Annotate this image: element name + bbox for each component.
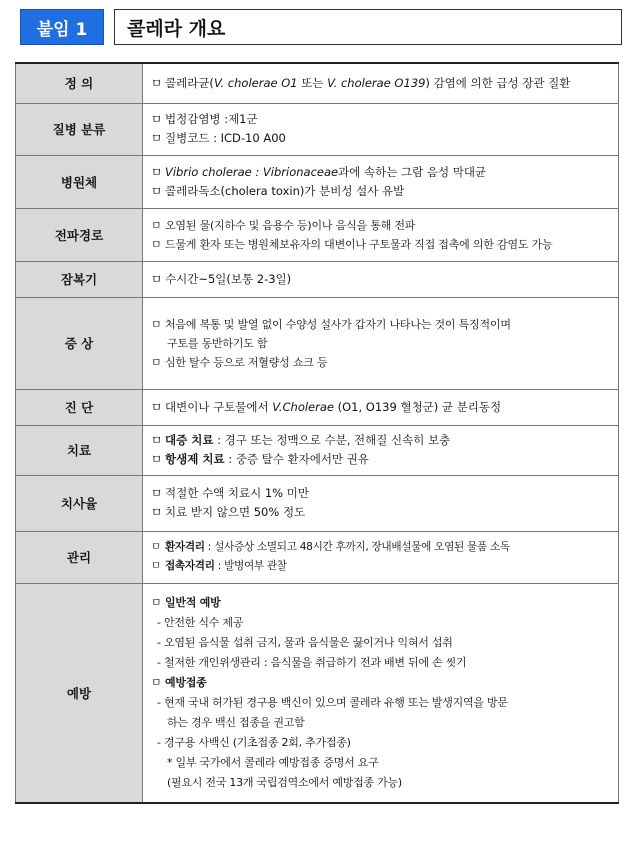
bullet-square-icon: ㅁ [151, 317, 162, 331]
list-item: - 안전한 식수 제공 [157, 615, 244, 629]
list-item-continuation: 구토를 동반하기도 함 [167, 336, 268, 350]
bullet-square-icon: ㅁ [151, 112, 163, 126]
row-content-prevention [143, 583, 619, 803]
bullet-square-icon: ㅁ [151, 433, 163, 447]
table-row-prevention [16, 583, 619, 803]
section-heading: 일반적 예방 [165, 595, 221, 609]
list-item [151, 673, 610, 693]
list-item-note: (필요시 전국 13개 국립검역소에서 예방접종 가능) [167, 775, 402, 789]
row-content-classification [143, 103, 619, 155]
bullet-square-icon: ㅁ [151, 560, 161, 572]
list-item: ㅁ 드물게 환자 또는 병원체보유자의 대변이나 구토물과 직접 접촉에 의한 감염도 가능 [151, 235, 610, 254]
list-item: ㅁ Vibrio cholerae : Vibrionaceae과에 속하는 그람 음성 막대균 [151, 163, 610, 182]
bullet-square-icon: ㅁ [151, 541, 161, 553]
table-row-definition [16, 63, 619, 103]
table-row-transmission [16, 208, 619, 261]
row-content-diagnosis [143, 389, 619, 425]
row-content-pathogen [143, 155, 619, 208]
row-label-management: 관리 [16, 531, 143, 583]
row-content-fatality [143, 475, 619, 531]
bullet-square-icon: ㅁ [151, 452, 163, 466]
list-item: - 오염된 음식물 섭취 금지, 물과 음식물은 끓이거나 익혀서 섭취 [157, 635, 453, 649]
row-content-treatment [143, 425, 619, 475]
table-row-fatality [16, 475, 619, 531]
row-label-transmission: 전파경로 [16, 208, 143, 261]
list-item: - 철저한 개인위생관리 : 음식물을 취급하기 전과 배변 뒤에 손 씻기 [157, 655, 467, 669]
row-content-definition [143, 63, 619, 103]
attachment-badge: 붙임 1 [20, 9, 104, 45]
list-item: ㅁ 항생제 치료 : 중증 탈수 환자에서만 권유 [151, 450, 610, 469]
row-content-incubation [143, 261, 619, 297]
list-item [151, 593, 610, 613]
bullet-square-icon: ㅁ [151, 505, 163, 519]
bullet-square-icon: ㅁ [151, 183, 163, 198]
bullet-square-icon: ㅁ [151, 595, 162, 609]
bullet-square-icon: ㅁ [151, 675, 162, 689]
list-item: ㅁ 콜레라독소(cholera toxin)가 분비성 설사 유발 [151, 182, 610, 201]
list-item: ㅁ 오염된 물(지하수 및 음용수 등)이나 음식을 통해 전파 [151, 216, 610, 235]
list-item: - 현재 국내 허가된 경구용 백신이 있으며 콜레라 유행 또는 발생지역을 방문 [157, 695, 508, 709]
page-title: 콜레라 개요 [114, 9, 622, 45]
list-item: ㅁ 처음에 복통 및 발열 없이 수양성 설사가 갑자기 나타나는 것이 특징적이며 [151, 315, 610, 334]
table-row-pathogen [16, 155, 619, 208]
document-header [20, 9, 622, 45]
list-item: ㅁ 치료 받지 않으면 50% 정도 [151, 503, 610, 522]
species-name: V. cholerae O139 [327, 75, 426, 90]
bullet-square-icon: ㅁ [151, 399, 163, 414]
list-item: ㅁ 대증 치료 : 경구 또는 정맥으로 수분, 전해질 신속히 보충 [151, 431, 610, 450]
species-name: Vibrio cholerae : Vibrionaceae [165, 164, 339, 179]
species-name: V. cholerae O1 [213, 75, 298, 90]
list-item: - 경구용 사백신 (기초접종 2회, 추가접종) [157, 735, 351, 749]
table-row-management [16, 531, 619, 583]
bullet-square-icon: ㅁ [151, 75, 163, 90]
table-row-incubation [16, 261, 619, 297]
list-item: ㅁ 적절한 수액 치료시 1% 미만 [151, 484, 610, 503]
list-item-continuation: 하는 경우 백신 접종을 권고함 [167, 715, 305, 729]
row-content-symptoms [143, 297, 619, 389]
list-item: ㅁ 법정감염병 :제1군 [151, 110, 610, 129]
list-item: ㅁ 질병코드 : ICD-10 A00 [151, 129, 610, 148]
list-item: ㅁ 대변이나 구토물에서 V.Cholerae (O1, O139 혈청군) 균 분리동정 [151, 398, 610, 417]
row-content-transmission [143, 208, 619, 261]
bullet-square-icon: ㅁ [151, 486, 163, 500]
row-content-management [143, 531, 619, 583]
cholera-overview-table [15, 62, 619, 804]
row-label-fatality: 치사율 [16, 475, 143, 531]
row-label-definition: 정 의 [16, 63, 143, 103]
row-label-diagnosis: 진 단 [16, 389, 143, 425]
bullet-square-icon: ㅁ [151, 355, 162, 369]
table-row-symptoms [16, 297, 619, 389]
section-heading: 예방접종 [165, 675, 207, 689]
table-row-treatment [16, 425, 619, 475]
table-row-classification [16, 103, 619, 155]
list-item: ㅁ 콜레라균(V. cholerae O1 또는 V. cholerae O139) 감염에 의한 급성 장관 질환 [151, 74, 610, 93]
list-item: ㅁ 수시간~5일(보통 2-3일) [151, 270, 610, 289]
bullet-square-icon: ㅁ [151, 237, 162, 251]
list-item: ㅁ 심한 탈수 등으로 저혈량성 쇼크 등 [151, 353, 610, 372]
row-label-incubation: 잠복기 [16, 261, 143, 297]
bullet-square-icon: ㅁ [151, 271, 163, 286]
row-label-prevention: 예방 [16, 583, 143, 803]
list-item: ㅁ 접촉자격리 : 발병여부 관찰 [151, 557, 610, 576]
species-name: V.Cholerae [272, 399, 334, 414]
table-row-diagnosis [16, 389, 619, 425]
bullet-square-icon: ㅁ [151, 131, 163, 145]
bullet-square-icon: ㅁ [151, 164, 163, 179]
row-label-symptoms: 증 상 [16, 297, 143, 389]
list-item: ㅁ 환자격리 : 설사증상 소멸되고 48시간 후까지, 장내배설물에 오염된 물품 소독 [151, 538, 610, 557]
row-label-pathogen: 병원체 [16, 155, 143, 208]
bullet-square-icon: ㅁ [151, 218, 162, 232]
list-item-note: * 일부 국가에서 콜레라 예방접종 증명서 요구 [167, 755, 379, 769]
row-label-treatment: 치료 [16, 425, 143, 475]
row-label-classification: 질병 분류 [16, 103, 143, 155]
